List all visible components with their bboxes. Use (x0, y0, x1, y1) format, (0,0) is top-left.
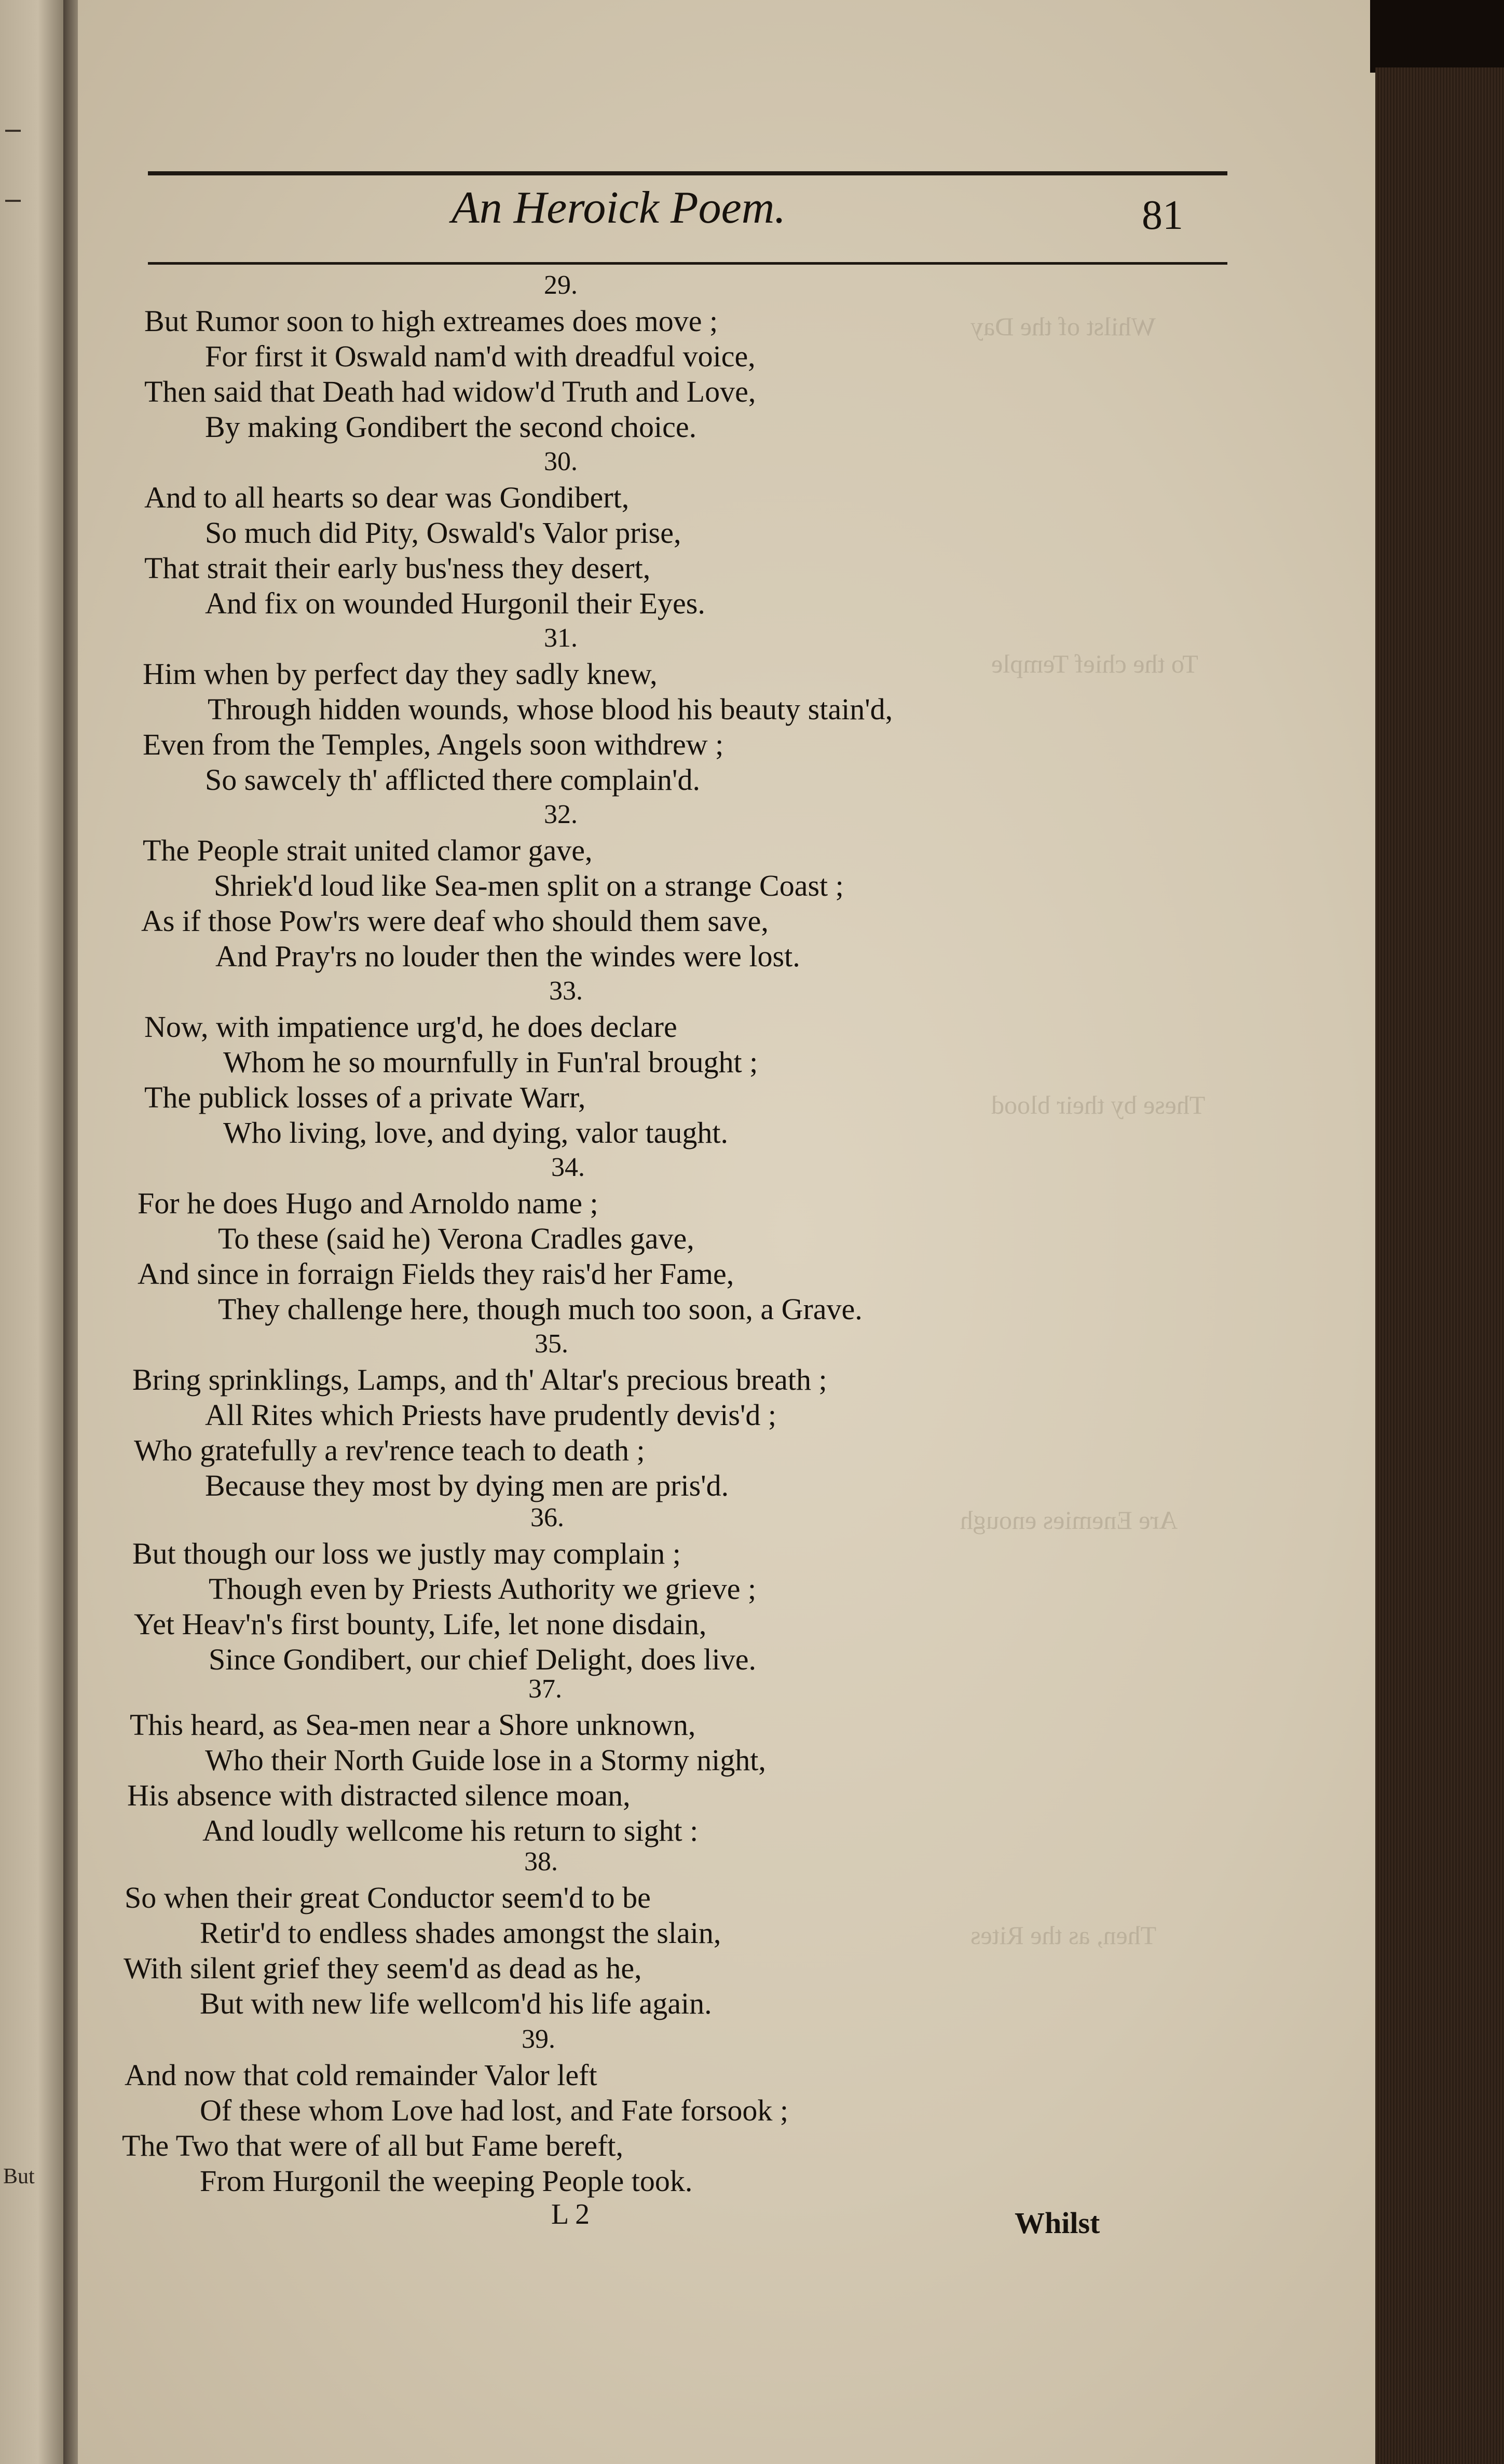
verse-line: The Two that were of all but Fame bereft, (122, 2129, 624, 2162)
verse-line: Then said that Death had widow'd Truth and Love, (144, 375, 756, 408)
verse-line: Who their North Guide lose in a Stormy night, (205, 1743, 766, 1777)
header-rule-bottom (148, 262, 1227, 265)
signature-mark: L 2 (551, 2198, 590, 2230)
verse-line: All Rites which Priests have prudently devis'd ; (205, 1398, 777, 1432)
verse-line: With silent grief they seem'd as dead as he, (124, 1951, 642, 1985)
verse-line: And since in forraign Fields they rais'd her Fame, (138, 1257, 734, 1291)
verse-line: And loudly wellcome his return to sight : (202, 1814, 699, 1847)
verse-line: By making Gondibert the second choice. (205, 410, 697, 444)
stanza-number: 33. (549, 976, 583, 1006)
verse-line: But Rumor soon to high extreames does move ; (144, 304, 718, 338)
header-rule-top (148, 171, 1227, 175)
stanza-number: 31. (544, 623, 578, 653)
verse-line: And now that cold remainder Valor left (125, 2058, 597, 2092)
book-cover-shadow (1370, 0, 1504, 73)
verse-line: Though even by Priests Authority we grieve ; (209, 1572, 757, 1606)
stanza-number: 35. (535, 1329, 568, 1359)
stanza-number: 32. (544, 800, 578, 829)
verse-line: And to all hearts so dear was Gondibert, (144, 481, 630, 514)
verse-line: But though our loss we justly may complain ; (132, 1537, 681, 1570)
show-through-text: To the chief Temple (991, 649, 1198, 678)
verse-line: To these (said he) Verona Cradles gave, (218, 1222, 694, 1255)
verse-line: For first it Oswald nam'd with dreadful voice, (205, 339, 756, 373)
verse-line: So sawcely th' afflicted there complain'd. (205, 763, 700, 797)
catchword: Whilst (1015, 2206, 1100, 2240)
verse-line: Bring sprinklings, Lamps, and th' Altar's precious breath ; (132, 1363, 827, 1397)
stanza-number: 34. (551, 1153, 585, 1182)
stanza-number: 37. (528, 1674, 562, 1704)
verse-line: Who living, love, and dying, valor taught. (223, 1116, 728, 1149)
verse-line: And fix on wounded Hurgonil their Eyes. (205, 586, 705, 620)
verse-line: The People strait united clamor gave, (143, 833, 593, 867)
verse-line: That strait their early bus'ness they desert, (144, 551, 651, 585)
verse-line: And Pray'rs no louder then the windes were lost. (215, 939, 800, 973)
verse-line: His absence with distracted silence moan, (127, 1778, 631, 1812)
verse-line: Of these whom Love had lost, and Fate forsook ; (200, 2093, 789, 2127)
facing-page-mark (5, 130, 21, 132)
show-through-text: These by their blood (991, 1090, 1206, 1119)
verse-line: Even from the Temples, Angels soon withdrew ; (143, 728, 724, 761)
verse-line: For he does Hugo and Arnoldo name ; (138, 1186, 598, 1220)
verse-line: Because they most by dying men are pris'd. (205, 1469, 729, 1502)
stanza-number: 36. (530, 1503, 564, 1532)
facing-page-catchword: But (3, 2165, 35, 2188)
verse-line: This heard, as Sea-men near a Shore unknown, (130, 1708, 696, 1742)
verse-line: Yet Heav'n's first bounty, Life, let none disdain, (134, 1607, 707, 1641)
verse-line: Him when by perfect day they sadly knew, (143, 657, 658, 691)
verse-line: So much did Pity, Oswald's Valor prise, (205, 516, 681, 550)
page-number: 81 (1142, 193, 1183, 238)
stanza-number: 39. (522, 2024, 555, 2054)
verse-line: The publick losses of a private Warr, (144, 1080, 586, 1114)
verse-line: Through hidden wounds, whose blood his beauty stain'd, (208, 692, 893, 726)
page-block-edge (1375, 67, 1504, 2464)
verse-line: Shriek'd loud like Sea-men split on a strange Coast ; (214, 869, 844, 902)
verse-line: Whom he so mournfully in Fun'ral brought ; (223, 1045, 758, 1079)
facing-page-edge (0, 0, 63, 2464)
verse-line: But with new life wellcom'd his life again. (200, 1987, 712, 2020)
verse-line: Who gratefully a rev'rence teach to death ; (134, 1433, 645, 1467)
stanza-number: 29. (544, 270, 578, 300)
stanza-number: 30. (544, 447, 578, 476)
verse-line: Now, with impatience urg'd, he does declare (144, 1010, 677, 1044)
stanza-number: 38. (524, 1847, 558, 1877)
facing-page-mark (5, 200, 21, 202)
show-through-text: Then, as the Rites (970, 1921, 1157, 1950)
running-title: An Heroick Poem. (452, 183, 786, 233)
show-through-text: Are Enemies enough (960, 1505, 1178, 1535)
verse-line: As if those Pow'rs were deaf who should them save, (141, 904, 769, 938)
verse-line: So when their great Conductor seem'd to be (125, 1881, 651, 1914)
verse-line: Retir'd to endless shades amongst the slain, (200, 1916, 721, 1950)
show-through-text: Whilst of the Day (970, 312, 1156, 341)
verse-line: Since Gondibert, our chief Delight, does live. (209, 1642, 757, 1676)
verse-line: They challenge here, though much too soon, a Grave. (218, 1292, 863, 1326)
verse-line: From Hurgonil the weeping People took. (200, 2164, 693, 2198)
